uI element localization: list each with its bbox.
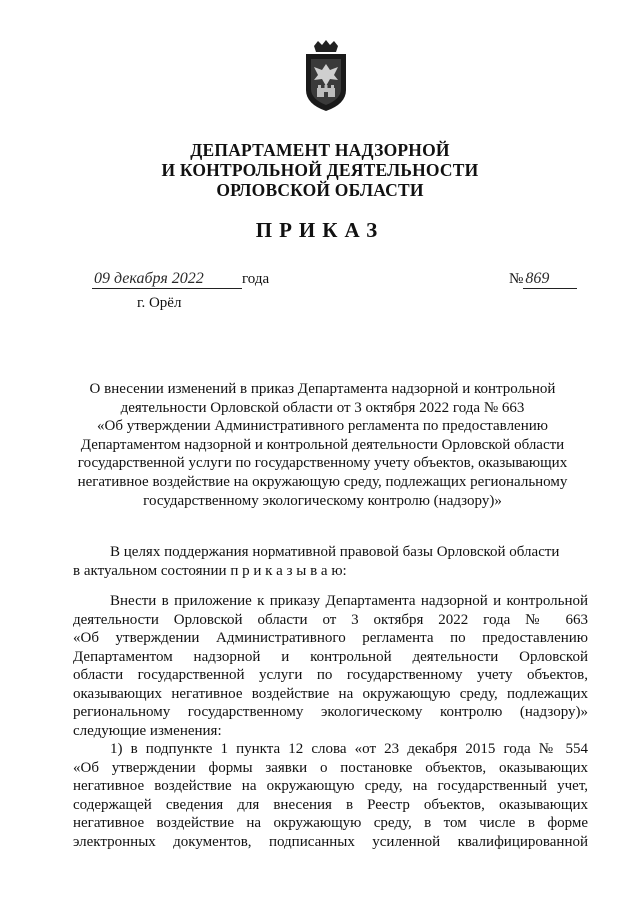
preamble-line: В целях поддержания нормативной правовой базы Орловской области (110, 544, 560, 560)
title-line: государственной услуги по государственному учету объектов, оказывающих (77, 455, 568, 472)
title-line: «Об утверждении Административного регламента по предоставлению (97, 418, 548, 435)
body-line: Внести в приложение к приказу Департамента надзорной и контрольной (110, 593, 588, 609)
body-line: негативное воздействие на окружающую среду, на государственный учет, (73, 778, 588, 794)
preamble (73, 543, 588, 580)
order-body (73, 592, 588, 851)
title-line: негативное воздействие на окружающую среду, подлежащих региональному (77, 473, 568, 490)
body-line: содержащей сведения для внесения в Реестр объектов, оказывающих (73, 796, 588, 813)
body-line: негативное воздействие на окружающую среду, в том числе в форме (73, 815, 588, 831)
body-line: области государственной услуги по государственному учету объектов, (73, 667, 588, 683)
title-line: государственному экологическому контролю (надзору)» (143, 492, 502, 509)
body-line: следующие изменения: (73, 722, 222, 739)
preamble-line: в актуальном состоянии п р и к а з ы в а ю: (73, 562, 347, 579)
order-number (509, 270, 577, 289)
department-title-line-3: ОРЛОВСКОЙ ОБЛАСТИ (216, 180, 424, 200)
department-title-line-1: ДЕПАРТАМЕНТ НАДЗОРНОЙ (190, 140, 450, 160)
body-line: «Об утверждении формы заявки о постановке объектов, оказывающих (73, 759, 588, 776)
body-line: деятельности Орловской области от 3 октября 2022 года № 663 (73, 611, 588, 628)
title-line: О внесении изменений в приказ Департамента надзорной и контрольной (89, 381, 556, 397)
body-line: «Об утверждении Административного регламента по предоставлению (73, 630, 588, 646)
number-prefix: № (509, 271, 524, 287)
body-line: оказывающих негативное воздействие на окружающую среду, подлежащих (73, 685, 588, 702)
number-handwritten: 869 (523, 270, 577, 289)
date-handwritten: 09 декабря 2022 (92, 270, 242, 289)
body-line: 1) в подпункте 1 пункта 12 слова «от 23 декабря 2015 года № 554 (110, 741, 588, 757)
coat-of-arms-icon (296, 40, 356, 112)
body-line: региональному государственному экологическому контролю (надзору)» (73, 704, 588, 720)
city: г. Орёл (137, 295, 182, 311)
document-type: ПРИКАЗ (255, 218, 385, 242)
body-line: Департаментом надзорной и контрольной деятельности Орловской (73, 648, 588, 665)
date-suffix: года (242, 271, 270, 287)
body-line: электронных документов, подписанных усиленной квалифицированной (73, 833, 588, 850)
order-date (92, 270, 269, 292)
title-line: Департаментом надзорной и контрольной деятельности Орловской области (80, 436, 565, 453)
order-title (60, 380, 585, 510)
department-title-line-2: И КОНТРОЛЬНОЙ ДЕЯТЕЛЬНОСТИ (161, 160, 479, 180)
title-line: деятельности Орловской области от 3 октября 2022 года № 663 (120, 399, 525, 416)
